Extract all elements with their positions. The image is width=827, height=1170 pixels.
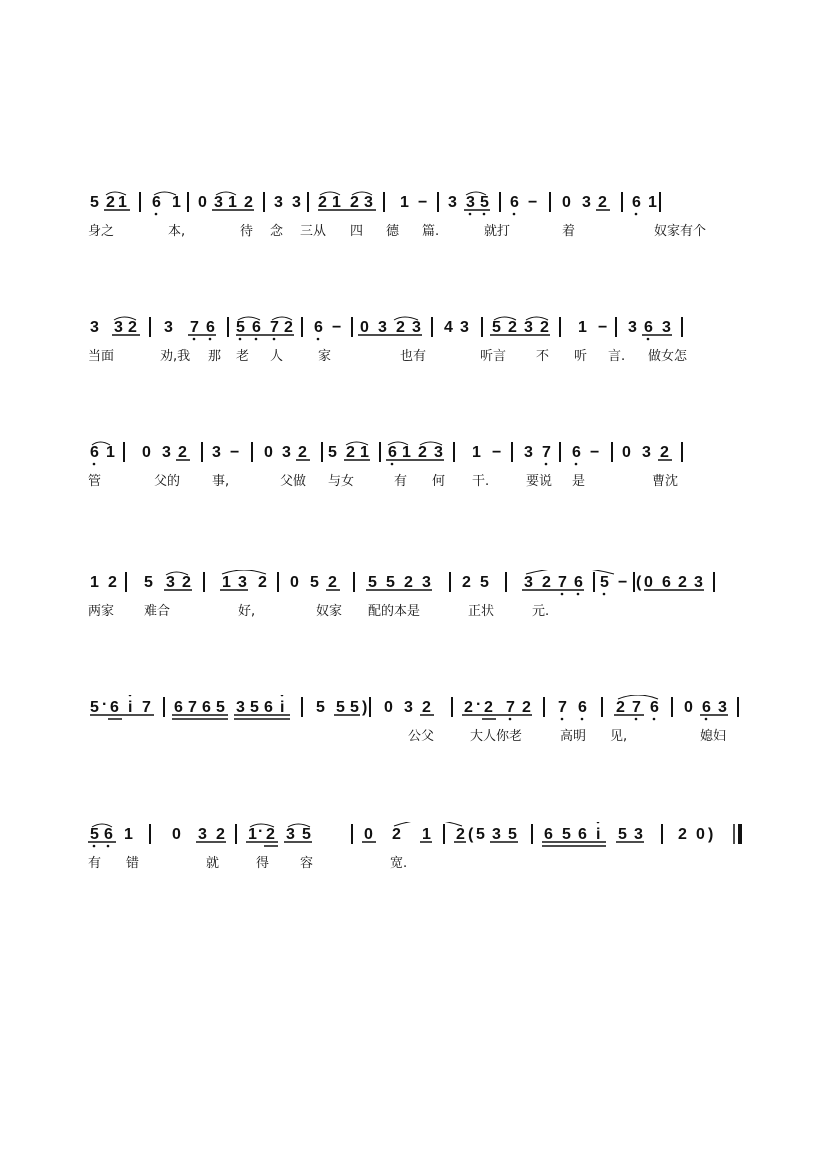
svg-text:2: 2 bbox=[464, 699, 473, 716]
svg-text:7: 7 bbox=[542, 444, 551, 461]
svg-text:−: − bbox=[528, 194, 538, 211]
svg-text:2: 2 bbox=[678, 826, 687, 843]
svg-text:i: i bbox=[280, 699, 285, 716]
svg-text:3: 3 bbox=[114, 319, 123, 336]
svg-text:3: 3 bbox=[164, 319, 173, 336]
svg-text:5: 5 bbox=[350, 699, 359, 716]
lyric: 曹沈 bbox=[652, 474, 679, 489]
svg-text:2: 2 bbox=[258, 574, 267, 591]
lyric: 言. bbox=[608, 349, 626, 364]
svg-text:3: 3 bbox=[524, 319, 533, 336]
svg-text:2: 2 bbox=[178, 444, 187, 461]
svg-text:6: 6 bbox=[578, 699, 587, 716]
svg-text:i: i bbox=[596, 826, 601, 843]
svg-text:0: 0 bbox=[562, 194, 571, 211]
svg-text:5: 5 bbox=[492, 319, 501, 336]
svg-text:6: 6 bbox=[632, 194, 641, 211]
svg-text:1: 1 bbox=[648, 194, 657, 211]
note: 5 bbox=[90, 194, 99, 211]
svg-text:(: ( bbox=[636, 574, 642, 591]
svg-text:3: 3 bbox=[662, 319, 671, 336]
lyric: 篇. bbox=[422, 224, 440, 239]
lyric: 公父 bbox=[408, 729, 435, 744]
svg-text:7: 7 bbox=[632, 699, 641, 716]
svg-text:3: 3 bbox=[378, 319, 387, 336]
svg-text:): ) bbox=[708, 826, 714, 843]
svg-text:3: 3 bbox=[466, 194, 475, 211]
lyric: 元. bbox=[532, 604, 550, 619]
svg-text:3: 3 bbox=[90, 319, 99, 336]
svg-text:3: 3 bbox=[582, 194, 591, 211]
svg-text:6: 6 bbox=[650, 699, 659, 716]
svg-text:−: − bbox=[590, 444, 600, 461]
lyric: 奴家 bbox=[316, 604, 343, 619]
svg-text:2: 2 bbox=[508, 319, 517, 336]
lyric: 三从 bbox=[300, 224, 327, 239]
svg-text:6: 6 bbox=[104, 826, 113, 843]
lyrics-line bbox=[88, 725, 760, 743]
svg-text:2: 2 bbox=[418, 444, 427, 461]
svg-text:6: 6 bbox=[174, 699, 183, 716]
svg-text:2: 2 bbox=[244, 194, 253, 211]
svg-text:3: 3 bbox=[214, 194, 223, 211]
svg-text:2: 2 bbox=[422, 699, 431, 716]
svg-text:3: 3 bbox=[282, 444, 291, 461]
lyric: 要说 bbox=[526, 474, 553, 489]
lyric: 见, bbox=[610, 729, 628, 744]
svg-text:3: 3 bbox=[492, 826, 501, 843]
svg-text:2: 2 bbox=[678, 574, 687, 591]
lyric: 配的本是 bbox=[368, 604, 421, 619]
svg-text:0: 0 bbox=[198, 194, 207, 211]
lyric: 也有 bbox=[400, 349, 427, 364]
lyric: 身之 bbox=[88, 224, 115, 239]
svg-text:0: 0 bbox=[622, 444, 631, 461]
lyrics-line bbox=[88, 470, 760, 488]
lyric: 事, bbox=[212, 474, 230, 489]
svg-text:3: 3 bbox=[422, 574, 431, 591]
svg-text:2: 2 bbox=[404, 574, 413, 591]
svg-text:5: 5 bbox=[250, 699, 259, 716]
svg-text:6: 6 bbox=[388, 444, 397, 461]
svg-text:3: 3 bbox=[212, 444, 221, 461]
note: 1 bbox=[118, 194, 127, 211]
svg-text:0: 0 bbox=[696, 826, 705, 843]
svg-text:7: 7 bbox=[188, 699, 197, 716]
svg-text:−: − bbox=[598, 319, 608, 336]
svg-text:2: 2 bbox=[346, 444, 355, 461]
svg-text:): ) bbox=[362, 699, 368, 716]
svg-text:2: 2 bbox=[484, 699, 493, 716]
svg-text:6: 6 bbox=[202, 699, 211, 716]
svg-text:5: 5 bbox=[562, 826, 571, 843]
svg-text:−: − bbox=[332, 319, 342, 336]
svg-text:0: 0 bbox=[684, 699, 693, 716]
svg-text:2: 2 bbox=[108, 574, 117, 591]
lyric: 媳妇 bbox=[700, 729, 727, 744]
svg-text:5: 5 bbox=[144, 574, 153, 591]
svg-text:3: 3 bbox=[642, 444, 651, 461]
svg-text:−: − bbox=[418, 194, 428, 211]
lyric: 奴家有个 bbox=[654, 224, 707, 239]
svg-text:6: 6 bbox=[264, 699, 273, 716]
svg-text:2: 2 bbox=[284, 319, 293, 336]
svg-text:·: · bbox=[102, 696, 108, 713]
lyric: 容 bbox=[300, 856, 314, 871]
svg-text:3: 3 bbox=[448, 194, 457, 211]
svg-text:6: 6 bbox=[662, 574, 671, 591]
lyric: 四 bbox=[350, 224, 364, 239]
svg-text:1: 1 bbox=[332, 194, 341, 211]
svg-text:2: 2 bbox=[266, 826, 275, 843]
svg-text:3: 3 bbox=[292, 194, 301, 211]
svg-text:1: 1 bbox=[400, 194, 409, 211]
svg-text:i: i bbox=[128, 699, 133, 716]
svg-text:2: 2 bbox=[318, 194, 327, 211]
svg-text:5: 5 bbox=[236, 319, 245, 336]
svg-text:0: 0 bbox=[364, 826, 373, 843]
svg-text:6: 6 bbox=[110, 699, 119, 716]
svg-text:1: 1 bbox=[228, 194, 237, 211]
svg-text:7: 7 bbox=[558, 574, 567, 591]
svg-text:2: 2 bbox=[328, 574, 337, 591]
svg-text:0: 0 bbox=[142, 444, 151, 461]
lyric: 管 bbox=[88, 474, 102, 489]
svg-text:3: 3 bbox=[274, 194, 283, 211]
svg-text:6: 6 bbox=[510, 194, 519, 211]
svg-text:2: 2 bbox=[182, 574, 191, 591]
svg-text:1: 1 bbox=[402, 444, 411, 461]
lyric: 当面 bbox=[88, 349, 115, 364]
svg-text:1: 1 bbox=[90, 574, 99, 591]
lyric: 干. bbox=[472, 474, 490, 489]
svg-text:3: 3 bbox=[286, 826, 295, 843]
svg-text:5: 5 bbox=[480, 194, 489, 211]
lyric: 高明 bbox=[560, 729, 587, 744]
svg-text:2: 2 bbox=[128, 319, 137, 336]
lyric: 难合 bbox=[144, 604, 171, 619]
svg-text:5: 5 bbox=[600, 574, 609, 591]
svg-text:2: 2 bbox=[298, 444, 307, 461]
svg-text:2: 2 bbox=[392, 826, 401, 843]
svg-text:5: 5 bbox=[328, 444, 337, 461]
svg-text:5: 5 bbox=[302, 826, 311, 843]
svg-text:2: 2 bbox=[350, 194, 359, 211]
lyric: 宽. bbox=[390, 856, 408, 871]
svg-text:1: 1 bbox=[106, 444, 115, 461]
svg-text:2: 2 bbox=[542, 574, 551, 591]
lyric: 有 bbox=[88, 856, 102, 871]
svg-text:5: 5 bbox=[480, 574, 489, 591]
svg-text:2: 2 bbox=[396, 319, 405, 336]
svg-text:6: 6 bbox=[644, 319, 653, 336]
svg-text:5: 5 bbox=[310, 574, 319, 591]
svg-text:0: 0 bbox=[290, 574, 299, 591]
svg-text:3: 3 bbox=[162, 444, 171, 461]
svg-text:2: 2 bbox=[522, 699, 531, 716]
lyrics-line bbox=[88, 345, 760, 363]
lyric: 家 bbox=[318, 349, 332, 364]
svg-text:3: 3 bbox=[460, 319, 469, 336]
svg-text:3: 3 bbox=[166, 574, 175, 591]
svg-text:5: 5 bbox=[386, 574, 395, 591]
svg-text:3: 3 bbox=[434, 444, 443, 461]
svg-text:6: 6 bbox=[314, 319, 323, 336]
svg-text:3: 3 bbox=[694, 574, 703, 591]
lyric: 劝,我 bbox=[160, 349, 191, 364]
svg-text:6: 6 bbox=[572, 444, 581, 461]
lyric: 听 bbox=[574, 349, 588, 364]
svg-text:0: 0 bbox=[172, 826, 181, 843]
lyric: 德 bbox=[386, 224, 400, 239]
lyric: 做女怎 bbox=[648, 349, 688, 364]
svg-text:1: 1 bbox=[578, 319, 587, 336]
lyric: 是 bbox=[572, 474, 586, 489]
svg-text:5: 5 bbox=[216, 699, 225, 716]
svg-text:6: 6 bbox=[578, 826, 587, 843]
lyrics-line bbox=[88, 600, 760, 618]
svg-text:3: 3 bbox=[634, 826, 643, 843]
svg-text:3: 3 bbox=[412, 319, 421, 336]
lyric: 何 bbox=[432, 474, 446, 489]
svg-text:2: 2 bbox=[598, 194, 607, 211]
svg-text:4: 4 bbox=[444, 319, 453, 336]
lyrics-line bbox=[88, 852, 760, 870]
lyric: 着 bbox=[562, 224, 576, 239]
lyric: 父做 bbox=[280, 474, 307, 489]
svg-text:2: 2 bbox=[616, 699, 625, 716]
svg-text:7: 7 bbox=[190, 319, 199, 336]
svg-text:6: 6 bbox=[252, 319, 261, 336]
svg-text:3: 3 bbox=[364, 194, 373, 211]
svg-text:1: 1 bbox=[422, 826, 431, 843]
svg-text:7: 7 bbox=[142, 699, 151, 716]
svg-text:2: 2 bbox=[660, 444, 669, 461]
lyric: 念 bbox=[270, 224, 284, 239]
svg-text:3: 3 bbox=[524, 444, 533, 461]
svg-text:3: 3 bbox=[404, 699, 413, 716]
svg-text:1: 1 bbox=[360, 444, 369, 461]
lyric: 正状 bbox=[468, 604, 495, 619]
svg-text:5: 5 bbox=[508, 826, 517, 843]
svg-text:5: 5 bbox=[336, 699, 345, 716]
svg-text:6: 6 bbox=[206, 319, 215, 336]
svg-text:6: 6 bbox=[702, 699, 711, 716]
svg-text:1: 1 bbox=[248, 826, 257, 843]
svg-text:(: ( bbox=[468, 826, 474, 843]
lyric: 好, bbox=[238, 604, 256, 619]
svg-text:1: 1 bbox=[222, 574, 231, 591]
lyrics-line bbox=[88, 220, 760, 238]
svg-text:5: 5 bbox=[90, 699, 99, 716]
svg-text:1: 1 bbox=[472, 444, 481, 461]
lyric: 错 bbox=[126, 856, 140, 871]
svg-text:6: 6 bbox=[544, 826, 553, 843]
svg-text:1: 1 bbox=[124, 826, 133, 843]
svg-text:6: 6 bbox=[152, 194, 161, 211]
svg-text:2: 2 bbox=[456, 826, 465, 843]
lyric: 就打 bbox=[484, 224, 511, 239]
svg-text:3: 3 bbox=[718, 699, 727, 716]
svg-text:0: 0 bbox=[384, 699, 393, 716]
svg-text:3: 3 bbox=[628, 319, 637, 336]
svg-text:7: 7 bbox=[506, 699, 515, 716]
note: 2 bbox=[106, 194, 115, 211]
svg-text:6: 6 bbox=[574, 574, 583, 591]
svg-text:0: 0 bbox=[264, 444, 273, 461]
lyric: 待 bbox=[240, 224, 254, 239]
lyric: 有 bbox=[394, 474, 408, 489]
svg-text:5: 5 bbox=[316, 699, 325, 716]
svg-text:0: 0 bbox=[644, 574, 653, 591]
svg-text:·: · bbox=[258, 823, 264, 840]
svg-text:7: 7 bbox=[270, 319, 279, 336]
lyric: 听言 bbox=[480, 349, 507, 364]
lyric: 就 bbox=[206, 856, 220, 871]
svg-text:5: 5 bbox=[368, 574, 377, 591]
svg-text:3: 3 bbox=[236, 699, 245, 716]
svg-text:−: − bbox=[618, 574, 628, 591]
svg-text:0: 0 bbox=[360, 319, 369, 336]
lyric: 得 bbox=[256, 856, 270, 871]
svg-text:3: 3 bbox=[238, 574, 247, 591]
svg-text:−: − bbox=[492, 444, 502, 461]
svg-text:6: 6 bbox=[90, 444, 99, 461]
svg-text:2: 2 bbox=[462, 574, 471, 591]
lyric: 大人你老 bbox=[470, 729, 523, 744]
svg-text:·: · bbox=[476, 696, 482, 713]
svg-text:3: 3 bbox=[198, 826, 207, 843]
lyric: 与女 bbox=[328, 474, 355, 489]
lyric: 人 bbox=[270, 349, 284, 364]
svg-text:5: 5 bbox=[90, 826, 99, 843]
svg-text:−: − bbox=[230, 444, 240, 461]
lyric: 本, bbox=[168, 224, 186, 239]
svg-text:5: 5 bbox=[476, 826, 485, 843]
svg-text:5: 5 bbox=[618, 826, 627, 843]
lyric: 老 bbox=[236, 349, 250, 364]
svg-text:3: 3 bbox=[524, 574, 533, 591]
svg-text:2: 2 bbox=[540, 319, 549, 336]
lyric: 不 bbox=[536, 349, 550, 364]
lyric: 父的 bbox=[154, 474, 181, 489]
svg-text:7: 7 bbox=[558, 699, 567, 716]
svg-text:2: 2 bbox=[216, 826, 225, 843]
svg-text:1: 1 bbox=[172, 194, 181, 211]
lyric: 那 bbox=[208, 349, 222, 364]
lyric: 两家 bbox=[88, 604, 115, 619]
